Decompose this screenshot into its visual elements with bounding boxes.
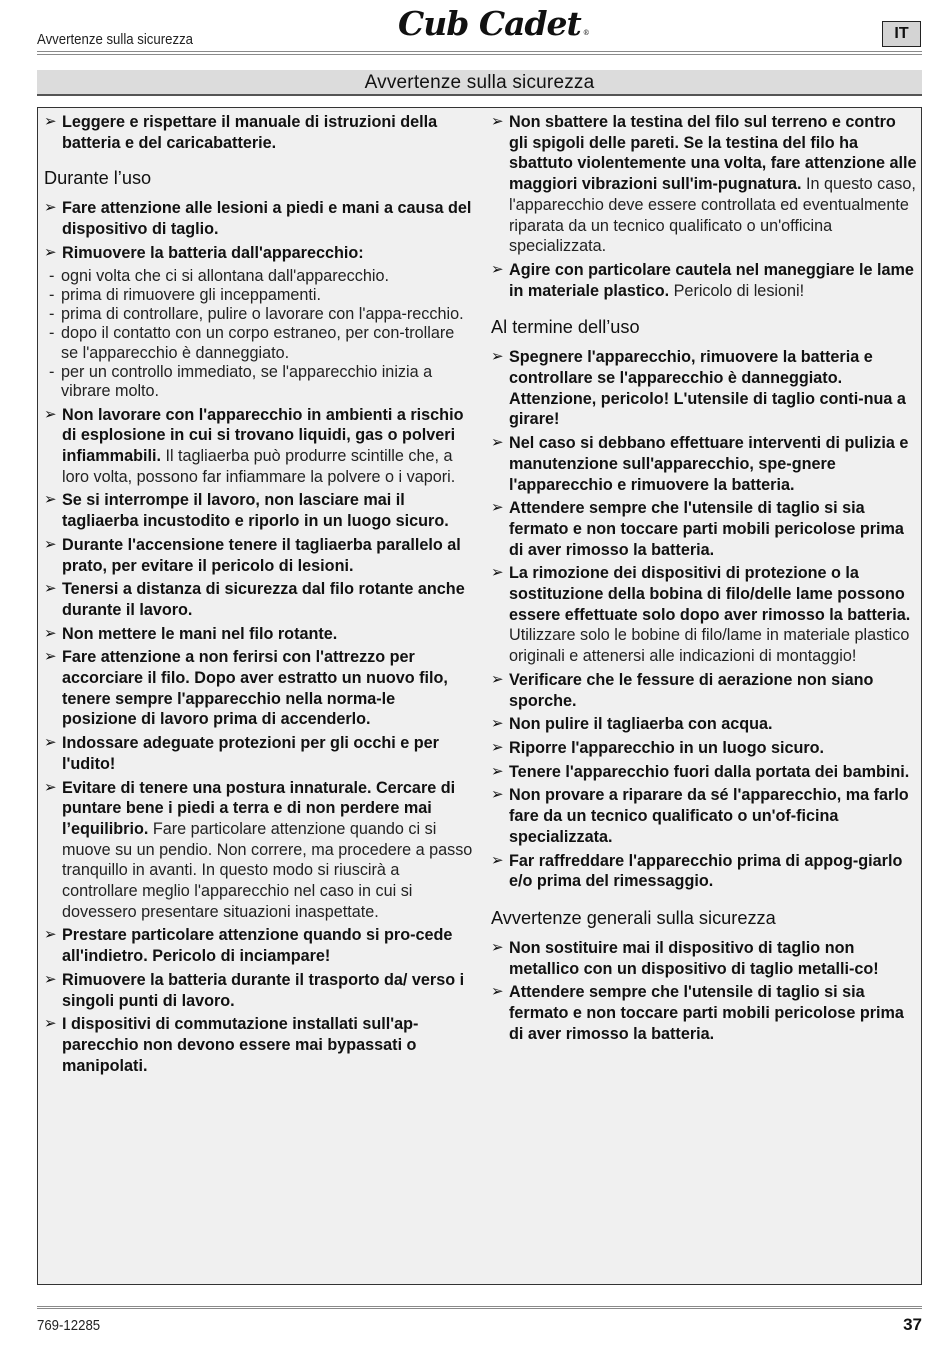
arrow-bullet-icon: ➢	[491, 851, 504, 869]
arrow-bullet-icon: ➢	[44, 113, 57, 130]
arrow-bullet-icon: ➢	[44, 405, 57, 423]
list-item	[491, 563, 919, 667]
item-bold-text: Agire con particolare cautela nel maneggiare le lame in materiale plastico.	[509, 260, 914, 300]
arrow-bullet-icon: ➢	[44, 1015, 57, 1033]
section-title: Avvertenze sulla sicurezza	[364, 72, 595, 93]
item-normal-text: Utilizzare solo le bobine di filo/lame in materiale plastico originali e attenersi alle indicazioni di montaggio!	[509, 626, 910, 666]
arrow-bullet-icon: ➢	[491, 434, 504, 452]
arrow-bullet-icon: ➢	[491, 938, 504, 956]
arrow-bullet-icon: ➢	[491, 499, 504, 517]
item-bold-text: Tenere l'apparecchio fuori dalla portata dei bambini.	[509, 762, 910, 781]
list-item	[491, 670, 919, 711]
item-bold-text: Rimuovere la batteria dall'apparecchio:	[62, 243, 364, 262]
item-bold-text: Fare attenzione a non ferirsi con l'attrezzo per accorciare il filo. Dopo aver estratto un nuovo filo, tenere sempre l'apparecchio nella norma-le posizione di lavoro prima di accenderlo.	[62, 648, 448, 729]
dash-item: - per un controllo immediato, se l'apparecchio inizia a vibrare molto.	[44, 363, 474, 402]
page-number: 37	[903, 1315, 922, 1334]
item-bold-text: Se si interrompe il lavoro, non lasciare mai il tagliaerba incustodito e riporlo in un luogo sicuro.	[62, 491, 449, 531]
arrow-bullet-icon: ➢	[491, 564, 504, 582]
arrow-bullet-icon: ➢	[44, 648, 57, 666]
section-title-bar	[37, 70, 922, 96]
item-normal-text: Pericolo di lesioni!	[669, 281, 805, 300]
left-column	[44, 112, 474, 1079]
list-item	[491, 762, 919, 783]
item-normal-text: In questo caso, l'apparecchio deve essere controllata ed eventualmente riparata da un tecnico qualificato o un'officina specializzata.	[509, 175, 916, 256]
list-item	[44, 733, 474, 774]
item-bold-text: Verificare che le fessure di aerazione non siano sporche.	[509, 670, 874, 710]
arrow-bullet-icon: ➢	[491, 348, 504, 366]
item-bold-text: Nel caso si debbano effettuare interventi di pulizia e manutenzione sull'apparecchio, spe-gnere l'apparecchio e rimuovere la batteria.	[509, 434, 909, 494]
list-item	[491, 347, 919, 430]
item-bold-text: Tenersi a distanza di sicurezza dal filo rotante anche durante il lavoro.	[62, 580, 465, 619]
list-item	[491, 785, 919, 847]
brand-logo	[398, 4, 590, 43]
list-item	[44, 535, 474, 576]
arrow-bullet-icon: ➢	[44, 970, 57, 988]
item-normal-text: Il tagliaerba può produrre scintille che, a loro volta, possono far infiammare la polvere o i vapori.	[62, 447, 456, 486]
list-item	[491, 851, 919, 892]
list-item	[44, 243, 474, 264]
item-bold-text: Fare attenzione alle lesioni a piedi e mani a causa del dispositivo di taglio.	[62, 199, 472, 239]
item-bold-text: Attendere sempre che l'utensile di taglio si sia fermato e non toccare parti mobili pericolose prima di aver rimosso la batteria.	[509, 983, 904, 1043]
document-code: 769-12285	[37, 1317, 101, 1334]
list-item	[44, 970, 474, 1011]
list-item	[491, 714, 919, 735]
list-item	[491, 260, 919, 301]
item-bold-text: Spegnere l'apparecchio, rimuovere la batteria e controllare se l'apparecchio è danneggiato. Attenzione, pericolo! L'utensile di taglio conti-nua a girare!	[509, 348, 906, 429]
arrow-bullet-icon: ➢	[491, 715, 504, 733]
list-item	[44, 647, 474, 730]
list-item	[491, 112, 919, 257]
header-title: Avvertenze sulla sicurezza	[37, 31, 194, 48]
brand-name: Cub Cadet	[398, 4, 581, 43]
arrow-bullet-icon: ➢	[491, 738, 504, 756]
arrow-bullet-icon: ➢	[491, 113, 504, 130]
arrow-bullet-icon: ➢	[44, 199, 57, 217]
arrow-bullet-icon: ➢	[44, 535, 57, 553]
arrow-bullet-icon: ➢	[491, 260, 504, 278]
list-item	[491, 498, 919, 560]
arrow-bullet-icon: ➢	[44, 624, 57, 642]
list-item	[44, 778, 474, 923]
dash-item: - prima di rimuovere gli inceppamenti.	[44, 286, 474, 305]
arrow-bullet-icon: ➢	[491, 786, 504, 804]
item-bold-text: Far raffreddare l'apparecchio prima di appog-giarlo e/o prima del rimessaggio.	[509, 851, 903, 891]
list-item	[44, 1014, 474, 1076]
dash-item: - prima di controllare, pulire o lavorare con l'appa-recchio.	[44, 305, 474, 324]
subheading-end-of-use: Al termine dell’uso	[491, 317, 640, 338]
arrow-bullet-icon: ➢	[491, 983, 504, 1001]
list-item	[44, 624, 474, 645]
item-bold-text: Non sbattere la testina del filo sul terreno e contro gli spigoli delle pareti. Se la testina del filo ha sbattuto violentemente una volta, fare attenzione alle maggiori vibrazioni sull'im-pugnatura.	[509, 113, 917, 194]
item-bold-text: Prestare particolare attenzione quando si pro-cede all'indietro. Pericolo di inciampare!	[62, 926, 453, 966]
list-item	[44, 198, 474, 239]
dash-item: - ogni volta che ci si allontana dall'apparecchio.	[44, 267, 474, 286]
item-bold-text: La rimozione dei dispositivi di protezione o la sostituzione della bobina di filo/delle lame possono essere effettuate solo dopo aver rimosso la batteria.	[509, 564, 911, 624]
right-column	[491, 112, 919, 1047]
item-bold-text: Non pulire il tagliaerba con acqua.	[509, 715, 773, 734]
dash-list	[44, 267, 474, 402]
subheading-general-safety: Avvertenze generali sulla sicurezza	[491, 907, 776, 928]
item-bold-text: Non lavorare con l'apparecchio in ambienti a rischio di esplosione in cui si trovano liquidi, gas o polveri infiammabili.	[62, 405, 464, 465]
arrow-bullet-icon: ➢	[44, 580, 57, 598]
footer-rule	[37, 1306, 922, 1310]
arrow-bullet-icon: ➢	[44, 491, 57, 509]
list-item	[44, 925, 474, 966]
arrow-bullet-icon: ➢	[44, 926, 57, 944]
list-item	[491, 982, 919, 1044]
item-bold-text: Riporre l'apparecchio in un luogo sicuro.	[509, 738, 825, 757]
list-item	[44, 490, 474, 531]
list-item	[44, 405, 474, 488]
brand-registered-mark: ®	[582, 29, 590, 37]
list-item	[491, 433, 919, 495]
content-box	[37, 107, 922, 1285]
header-rule	[37, 51, 922, 52]
item-bold-text: Rimuovere la batteria durante il trasporto da/ verso i singoli punti di lavoro.	[62, 970, 465, 1010]
item-bold-text: Durante l'accensione tenere il tagliaerba parallelo al prato, per evitare il pericolo di lesioni.	[62, 535, 461, 575]
item-bold-text: Non mettere le mani nel filo rotante.	[62, 624, 338, 643]
item-bold-text: Indossare adeguate protezioni per gli occhi e per l'udito!	[62, 734, 439, 773]
list-item	[491, 938, 919, 979]
item-bold-text: Non provare a riparare da sé l'apparecchio, ma farlo fare da un tecnico qualificato o un'of-ficina specializzata.	[509, 786, 909, 846]
language-badge: IT	[882, 21, 921, 47]
list-item	[44, 112, 474, 153]
arrow-bullet-icon: ➢	[44, 734, 57, 752]
arrow-bullet-icon: ➢	[44, 243, 57, 261]
item-bold-text: I dispositivi di commutazione installati sull'ap-parecchio non devono essere mai bypassati o manipolati.	[62, 1015, 419, 1075]
subheading-during-use: Durante l’uso	[44, 168, 152, 189]
item-normal-text: Fare particolare attenzione quando ci si muove su un pendio. Non correre, ma procedere a passo tranquillo in avanti. In questo modo si riuscirà a controllare meglio l'apparecchio nel caso in cui si dovessero presentare situazioni inaspettate.	[62, 819, 473, 921]
item-bold-text: Non sostituire mai il dispositivo di taglio non metallico con un dispositivo di taglio metalli-co!	[509, 938, 879, 978]
list-item	[491, 738, 919, 759]
list-item	[44, 579, 474, 620]
arrow-bullet-icon: ➢	[491, 670, 504, 688]
item-bold-text: Evitare di tenere una postura innaturale. Cercare di puntare bene i piedi a terra e di non perdere mai l’equilibrio.	[62, 778, 456, 838]
header-rule-2	[37, 54, 922, 55]
item-bold-text: Leggere e rispettare il manuale di istruzioni della batteria e del caricabatterie.	[62, 113, 438, 152]
dash-item: - dopo il contatto con un corpo estraneo, per con-trollare se l'apparecchio è danneggiato.	[44, 324, 474, 363]
item-bold-text: Attendere sempre che l'utensile di taglio si sia fermato e non toccare parti mobili pericolose prima di aver rimosso la batteria.	[509, 499, 904, 559]
arrow-bullet-icon: ➢	[491, 762, 504, 780]
arrow-bullet-icon: ➢	[44, 778, 57, 796]
